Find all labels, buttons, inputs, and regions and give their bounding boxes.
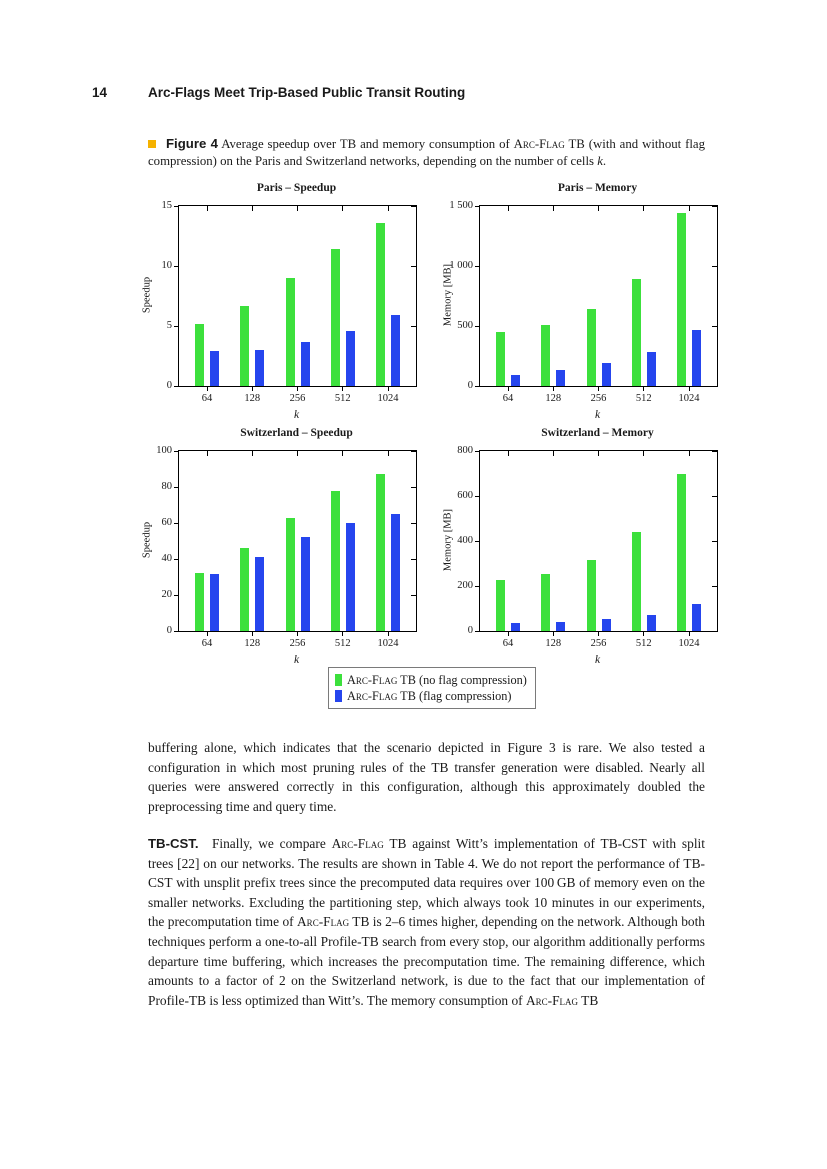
y-tick-label: 0 xyxy=(166,625,172,636)
y-tick xyxy=(174,487,179,488)
y-tick-label: 40 xyxy=(161,553,172,564)
x-tick xyxy=(643,631,644,636)
bar-no-flag-compression xyxy=(541,574,550,631)
text-segment: k xyxy=(597,153,603,168)
y-tick xyxy=(174,451,179,452)
bar-no-flag-compression xyxy=(677,213,686,386)
x-tick xyxy=(388,386,389,391)
plot-area xyxy=(457,445,718,649)
figure-marker-icon xyxy=(148,140,156,148)
x-tick-label: 64 xyxy=(201,393,213,404)
y-tick xyxy=(475,206,480,207)
x-tick-label: 1024 xyxy=(377,393,399,404)
text-segment: Average speedup over TB and memory consumption of xyxy=(218,137,514,151)
x-tick xyxy=(207,386,208,391)
bar-flag-compression xyxy=(556,622,565,631)
x-tick-inner xyxy=(553,451,554,456)
text-segment: Arc-Flag xyxy=(331,836,384,851)
y-tick-inner xyxy=(712,496,717,497)
text-segment: Figure 4 xyxy=(166,136,219,151)
y-tick-label: 0 xyxy=(467,380,473,391)
y-tick-inner xyxy=(712,386,717,387)
bar-no-flag-compression xyxy=(496,580,505,631)
x-tick-label: 64 xyxy=(502,393,514,404)
x-tick-label: 64 xyxy=(502,638,514,649)
y-tick-label: 800 xyxy=(457,445,473,456)
x-tick-label: 512 xyxy=(635,393,652,404)
y-tick-label: 0 xyxy=(467,625,473,636)
y-tick-inner xyxy=(411,523,416,524)
x-tick-inner xyxy=(252,206,253,211)
y-tick-inner xyxy=(411,206,416,207)
x-tick-inner xyxy=(252,451,253,456)
chart-title: Paris – Memory xyxy=(557,182,638,194)
bar-no-flag-compression xyxy=(195,573,204,631)
y-tick xyxy=(174,559,179,560)
bar-flag-compression xyxy=(647,615,656,631)
text-segment: TB against Witt’s implementation of TB-CST with split trees [22] on our networks. The results are shown in Table 4. We do not report the performance of TB-CST with unsplit prefix trees since the precomputed data requires over 100 GB of memory even on the smaller networks. Excluding the partitioning step, which always took 10 minutes in our experiments, the precomputation time of xyxy=(148,836,705,930)
bar-no-flag-compression xyxy=(677,474,686,632)
x-tick xyxy=(297,386,298,391)
y-tick xyxy=(174,206,179,207)
body-paragraph xyxy=(148,738,705,816)
bar-no-flag-compression xyxy=(376,223,385,386)
x-tick-label: 512 xyxy=(334,638,351,649)
x-tick-inner xyxy=(553,206,554,211)
text-segment: TB (no flag compression) xyxy=(397,673,527,687)
y-tick xyxy=(174,523,179,524)
bar-no-flag-compression xyxy=(240,548,249,631)
bar-no-flag-compression xyxy=(376,474,385,631)
bar-flag-compression xyxy=(346,523,355,631)
y-tick-label: 0 xyxy=(166,380,172,391)
y-tick xyxy=(475,386,480,387)
chart-title: Switzerland – Memory xyxy=(541,427,654,439)
x-tick xyxy=(252,631,253,636)
figure-legend xyxy=(328,667,536,709)
y-tick-inner xyxy=(411,487,416,488)
y-tick-label: 400 xyxy=(457,535,473,546)
bar-flag-compression xyxy=(556,370,565,386)
y-tick-label: 600 xyxy=(457,490,473,501)
y-tick-inner xyxy=(712,326,717,327)
bar-flag-compression xyxy=(210,574,219,631)
y-tick xyxy=(475,631,480,632)
bar-no-flag-compression xyxy=(331,249,340,386)
bar-flag-compression xyxy=(255,350,264,386)
x-tick-label: 1024 xyxy=(678,393,700,404)
x-tick-inner xyxy=(689,206,690,211)
y-tick-inner xyxy=(712,541,717,542)
x-tick-inner xyxy=(297,206,298,211)
x-tick xyxy=(252,386,253,391)
bar-no-flag-compression xyxy=(286,518,295,631)
bar-flag-compression xyxy=(511,623,520,631)
bar-no-flag-compression xyxy=(240,306,249,386)
x-tick-inner xyxy=(342,451,343,456)
x-axis-label: k xyxy=(293,654,300,666)
bar-flag-compression xyxy=(210,351,219,386)
bar-flag-compression xyxy=(647,352,656,386)
y-tick-label: 15 xyxy=(161,200,172,211)
figure-caption-text xyxy=(148,137,705,168)
y-tick-label: 500 xyxy=(457,320,473,331)
bar-flag-compression xyxy=(602,619,611,631)
x-tick-inner xyxy=(643,206,644,211)
x-tick-label: 64 xyxy=(201,638,213,649)
x-tick-inner xyxy=(297,451,298,456)
bar-flag-compression xyxy=(511,375,520,386)
x-tick-label: 256 xyxy=(289,638,306,649)
y-tick-inner xyxy=(411,386,416,387)
y-tick-label: 80 xyxy=(161,481,172,492)
chart-title: Switzerland – Speedup xyxy=(240,427,353,439)
x-tick-label: 128 xyxy=(244,638,261,649)
x-tick-inner xyxy=(388,451,389,456)
y-tick-inner xyxy=(411,266,416,267)
y-tick-label: 100 xyxy=(156,445,172,456)
x-tick-inner xyxy=(342,206,343,211)
x-tick-inner xyxy=(207,451,208,456)
y-tick-inner xyxy=(411,559,416,560)
x-axis-label: k xyxy=(594,654,601,666)
y-tick-label: 200 xyxy=(457,580,473,591)
x-tick-label: 512 xyxy=(334,393,351,404)
text-segment: TB-CST. xyxy=(148,836,199,851)
y-tick xyxy=(475,541,480,542)
x-tick xyxy=(689,386,690,391)
x-tick xyxy=(689,631,690,636)
x-tick xyxy=(297,631,298,636)
x-tick xyxy=(388,631,389,636)
y-tick-inner xyxy=(712,266,717,267)
y-tick xyxy=(475,586,480,587)
y-tick xyxy=(475,451,480,452)
x-tick xyxy=(207,631,208,636)
bar-flag-compression xyxy=(301,342,310,386)
y-tick xyxy=(475,496,480,497)
x-tick-inner xyxy=(689,451,690,456)
x-axis-label: k xyxy=(594,409,601,421)
text-segment: buffering alone, which indicates that the scenario depicted in Figure 3 is rare. We also tested a configuration in which most pruning rules of the TB transfer generation were disabled. Nearly all queries were answered correctly in this configuration, although this approximately doubled the preprocessing time and query time. xyxy=(148,740,705,814)
bar-no-flag-compression xyxy=(587,560,596,631)
x-tick xyxy=(342,386,343,391)
y-tick xyxy=(174,595,179,596)
x-tick-label: 256 xyxy=(590,393,607,404)
chart-paris-speedup xyxy=(130,179,421,424)
x-tick-label: 512 xyxy=(635,638,652,649)
bar-flag-compression xyxy=(301,537,310,631)
x-tick-inner xyxy=(388,206,389,211)
y-axis-label: Speedup xyxy=(141,276,153,314)
x-tick xyxy=(508,631,509,636)
bar-no-flag-compression xyxy=(632,279,641,386)
bar-no-flag-compression xyxy=(587,309,596,386)
y-tick-inner xyxy=(411,631,416,632)
x-tick-label: 128 xyxy=(244,393,261,404)
text-segment: . xyxy=(602,153,607,168)
y-tick xyxy=(174,326,179,327)
text-segment: Arc-Flag xyxy=(513,137,565,151)
legend-swatch xyxy=(335,690,342,702)
legend-item xyxy=(335,672,527,688)
bar-flag-compression xyxy=(692,604,701,631)
text-segment: TB is 2–6 times higher, depending on the network. Although both techniques perform a one-to-all Profile-TB search from every stop, our algorithm additionally performs departure time buffering, which increases the precomputation time. The remaining difference, which amounts to a factor of 2 on the Switzerland network, is due to the fact that our implementation of Profile-TB is less optimized than Witt’s. The memory consumption of xyxy=(148,914,705,1008)
plot-area xyxy=(449,200,718,404)
x-tick xyxy=(643,386,644,391)
bar-flag-compression xyxy=(346,331,355,386)
y-tick-inner xyxy=(712,631,717,632)
x-axis-label: k xyxy=(293,409,300,421)
x-tick xyxy=(598,386,599,391)
bar-flag-compression xyxy=(391,514,400,631)
x-tick-inner xyxy=(508,451,509,456)
page-number: 14 xyxy=(92,85,108,100)
x-tick-inner xyxy=(598,451,599,456)
x-tick xyxy=(508,386,509,391)
x-tick xyxy=(553,631,554,636)
text-segment: Arc-Flag xyxy=(525,992,579,1008)
x-tick xyxy=(598,631,599,636)
legend-item xyxy=(335,688,527,704)
y-tick xyxy=(174,386,179,387)
x-tick-label: 1024 xyxy=(678,638,700,649)
y-tick-inner xyxy=(411,451,416,452)
chart-switzerland-speedup xyxy=(130,424,421,669)
y-axis-label: Speedup xyxy=(141,521,153,559)
bar-no-flag-compression xyxy=(286,278,295,386)
y-tick xyxy=(475,326,480,327)
y-axis-label: Memory [MB] xyxy=(442,508,454,572)
y-tick-inner xyxy=(712,586,717,587)
x-tick-label: 256 xyxy=(590,638,607,649)
x-tick-inner xyxy=(207,206,208,211)
plot-area xyxy=(161,200,417,404)
text-segment: Arc-Flag xyxy=(297,914,350,930)
figure-caption xyxy=(148,136,705,169)
text-segment: TB xyxy=(578,992,599,1008)
y-axis-label: Memory [MB] xyxy=(442,263,454,327)
bar-no-flag-compression xyxy=(541,325,550,386)
chart-title: Paris – Speedup xyxy=(256,182,337,194)
chart-paris-memory xyxy=(431,179,722,424)
y-tick xyxy=(475,266,480,267)
x-tick-inner xyxy=(508,206,509,211)
y-tick-inner xyxy=(712,451,717,452)
y-tick xyxy=(174,631,179,632)
x-tick-inner xyxy=(643,451,644,456)
y-tick-label: 60 xyxy=(161,517,172,528)
y-tick-inner xyxy=(712,206,717,207)
bar-flag-compression xyxy=(692,330,701,386)
bar-flag-compression xyxy=(255,557,264,631)
x-tick-inner xyxy=(598,206,599,211)
y-tick-label: 10 xyxy=(161,260,172,271)
legend-swatch xyxy=(335,674,342,686)
text-segment: Arc-Flag xyxy=(347,673,398,687)
y-tick-label: 20 xyxy=(161,589,172,600)
text-segment: TB (flag compression) xyxy=(397,689,512,703)
running-title: Arc-Flags Meet Trip-Based Public Transit Routing xyxy=(148,85,466,100)
plot-area xyxy=(156,445,417,649)
x-tick-label: 128 xyxy=(545,638,562,649)
chart-switzerland-memory xyxy=(431,424,722,669)
bar-no-flag-compression xyxy=(496,332,505,386)
bar-no-flag-compression xyxy=(195,324,204,386)
y-tick-label: 1 500 xyxy=(449,200,473,211)
bar-no-flag-compression xyxy=(331,491,340,631)
x-tick xyxy=(342,631,343,636)
body-paragraph-tb-cst xyxy=(148,834,705,1010)
y-tick-label: 5 xyxy=(166,320,172,331)
bar-no-flag-compression xyxy=(632,532,641,631)
x-tick xyxy=(553,386,554,391)
bar-flag-compression xyxy=(602,363,611,386)
x-tick-label: 128 xyxy=(545,393,562,404)
y-tick xyxy=(174,266,179,267)
legend-label xyxy=(347,688,512,704)
text-segment: Arc-Flag xyxy=(347,689,398,703)
y-tick-label: 1 000 xyxy=(449,260,473,271)
y-tick-inner xyxy=(411,326,416,327)
y-tick-inner xyxy=(411,595,416,596)
text-segment: TB (with and without flag compression) on the Paris and Switzerland networks, depending on the number of cells xyxy=(148,137,706,168)
x-tick-label: 256 xyxy=(289,393,306,404)
x-tick-label: 1024 xyxy=(377,638,399,649)
text-segment: Finally, we compare xyxy=(198,836,332,851)
bar-flag-compression xyxy=(391,315,400,386)
legend-label xyxy=(347,672,527,688)
